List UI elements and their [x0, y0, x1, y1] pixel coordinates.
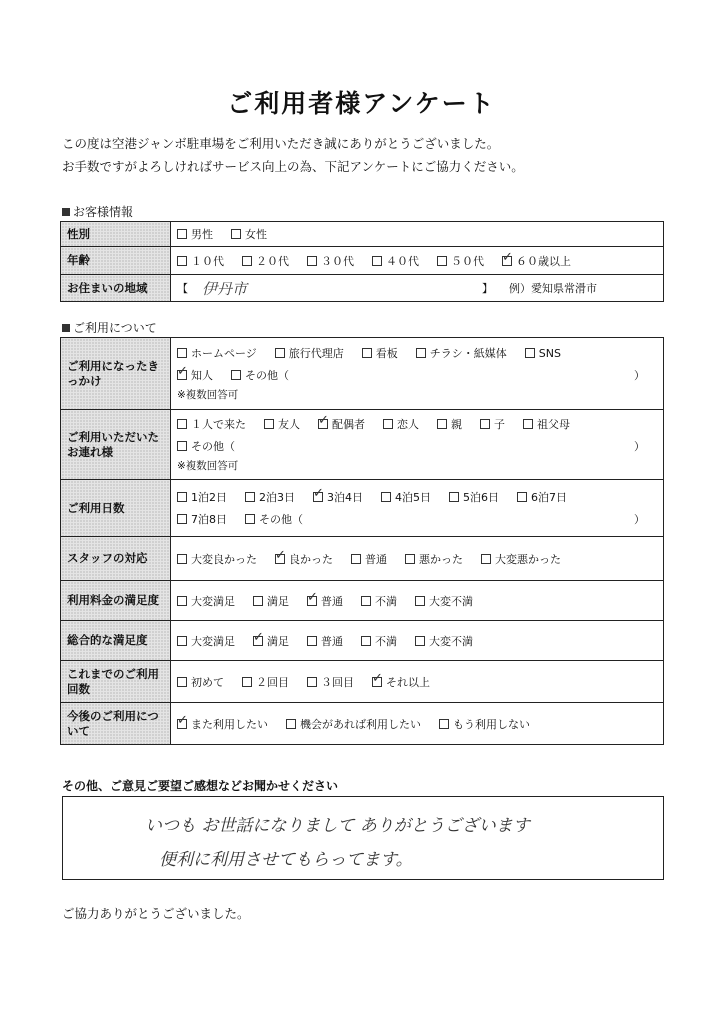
checkbox-option-label: 子: [494, 418, 505, 431]
checkbox-option[interactable]: [318, 416, 365, 432]
checked-checkbox-icon[interactable]: [177, 719, 187, 729]
times-label: これまでのご利用回数: [61, 661, 171, 703]
future-options: [171, 703, 664, 745]
area-example: 例）愛知県常滑市: [509, 282, 597, 295]
checkbox-icon[interactable]: [177, 677, 187, 687]
checkbox-option[interactable]: [361, 593, 397, 609]
companion-options: [177, 416, 663, 432]
companion-note: ※複数回答可: [177, 460, 239, 472]
checkbox-option[interactable]: [437, 253, 484, 269]
checkbox-option-label: 大変満足: [191, 594, 235, 608]
checkbox-option[interactable]: [177, 633, 235, 649]
checkbox-option[interactable]: [242, 674, 289, 690]
checkbox-icon[interactable]: [405, 554, 415, 564]
trigger-close: ）: [634, 369, 645, 382]
checked-checkbox-icon[interactable]: [318, 419, 328, 429]
checkbox-option-label: ２回目: [256, 675, 289, 689]
checkbox-icon[interactable]: [275, 348, 285, 358]
checkbox-icon[interactable]: [415, 596, 425, 606]
checkbox-option-label: 大変良かった: [191, 552, 257, 566]
checkbox-option-label: 大変満足: [191, 634, 235, 648]
checkbox-option-label: 良かった: [289, 552, 333, 566]
checkbox-option-label: 大変不満: [429, 634, 473, 648]
checkbox-option-label: 5泊6日: [463, 491, 499, 504]
checkbox-icon[interactable]: [177, 256, 187, 266]
checkbox-option[interactable]: [253, 633, 289, 649]
checkbox-option[interactable]: [416, 345, 507, 361]
checkbox-icon[interactable]: [286, 719, 296, 729]
checkbox-option-label: 満足: [267, 634, 289, 648]
checkbox-option[interactable]: [177, 511, 227, 527]
checkbox-icon[interactable]: [415, 636, 425, 646]
checked-checkbox-icon[interactable]: [313, 492, 323, 502]
checkbox-icon[interactable]: [449, 492, 459, 502]
checked-checkbox-icon[interactable]: [502, 256, 512, 266]
checkbox-option[interactable]: [480, 416, 505, 432]
overall-options: [171, 621, 664, 661]
checkbox-option[interactable]: [177, 253, 224, 269]
checkbox-option[interactable]: [231, 367, 289, 383]
checkbox-option[interactable]: [245, 511, 303, 527]
checkbox-icon[interactable]: [177, 492, 187, 502]
checkbox-option[interactable]: [307, 253, 354, 269]
checkbox-option-label: 配偶者: [332, 418, 365, 431]
checkbox-option-label: その他（: [245, 369, 289, 382]
checkbox-icon[interactable]: [253, 596, 263, 606]
companion-label: ご利用いただいたお連れ様: [61, 410, 171, 480]
checkbox-option-label: 看板: [375, 347, 398, 360]
checkbox-option[interactable]: [177, 367, 213, 383]
checkbox-option-label: 男性: [191, 228, 213, 241]
checkbox-option-label: 恋人: [397, 418, 419, 431]
area-close-bracket: 】: [482, 282, 493, 295]
checkbox-option-label: ２０代: [256, 254, 289, 268]
checkbox-option-label: １０代: [191, 254, 224, 268]
checkbox-option[interactable]: [381, 489, 431, 505]
checkbox-option-label: 旅行代理店: [288, 347, 344, 360]
checked-checkbox-icon[interactable]: [253, 636, 263, 646]
checkbox-option-label: 不満: [375, 634, 397, 648]
checkbox-option-label: ５０代: [451, 254, 484, 268]
checkbox-option[interactable]: [177, 674, 224, 690]
checkbox-option-label: 女性: [245, 228, 267, 241]
checkbox-option[interactable]: [437, 416, 462, 432]
checkbox-option-label: 友人: [278, 418, 300, 431]
checkbox-icon[interactable]: [517, 492, 527, 502]
checkbox-option[interactable]: [372, 253, 419, 269]
trigger-label: ご利用になったきっかけ: [61, 338, 171, 410]
age-label: 年齢: [61, 247, 171, 275]
checkbox-icon[interactable]: [242, 256, 252, 266]
checkbox-option[interactable]: [307, 593, 343, 609]
checkbox-icon[interactable]: [361, 596, 371, 606]
checkbox-option[interactable]: [517, 489, 567, 505]
times-options: [171, 661, 664, 703]
checkbox-option-label: 悪かった: [419, 552, 463, 566]
comment-box[interactable]: [62, 796, 664, 880]
checkbox-icon[interactable]: [177, 554, 187, 564]
checkbox-icon[interactable]: [416, 348, 426, 358]
checkbox-option-label: ３回目: [321, 675, 354, 689]
checkbox-option[interactable]: [313, 489, 363, 505]
checkbox-option-label: 普通: [321, 634, 343, 648]
checkbox-option-label: 親: [451, 418, 462, 431]
checkbox-option-label: 祖父母: [537, 418, 570, 431]
checkbox-icon[interactable]: [177, 514, 187, 524]
companion-close: ）: [634, 440, 645, 453]
checkbox-option-label: 不満: [375, 594, 397, 608]
comment-heading: その他、ご意見ご要望ご感想などお聞かせください: [62, 779, 339, 793]
area-label: お住まいの地域: [61, 275, 171, 302]
checkbox-icon[interactable]: [383, 419, 393, 429]
checkbox-icon[interactable]: [231, 370, 241, 380]
customer-section-heading: お客様情報: [62, 203, 133, 220]
checkbox-option[interactable]: [177, 345, 257, 361]
checkbox-option-label: その他（: [191, 440, 235, 453]
checkbox-option[interactable]: [449, 489, 499, 505]
checkbox-icon[interactable]: [307, 636, 317, 646]
intro-line-2: お手数ですがよろしければサービス向上の為、下記アンケートにご協力ください。: [62, 159, 524, 174]
checkbox-option-label: チラシ・紙媒体: [429, 347, 507, 360]
checkbox-option[interactable]: [242, 253, 289, 269]
checkbox-option-label: 大変悪かった: [495, 552, 561, 566]
checkbox-option-label: 満足: [267, 594, 289, 608]
checkbox-icon[interactable]: [264, 419, 274, 429]
checkbox-option-label: 機会があれば利用したい: [300, 717, 421, 731]
checkbox-option[interactable]: [253, 593, 289, 609]
square-bullet-icon: [62, 324, 70, 332]
checkbox-icon[interactable]: [523, 419, 533, 429]
checkbox-option[interactable]: [351, 551, 387, 567]
checkbox-icon[interactable]: [437, 419, 447, 429]
checkbox-icon[interactable]: [480, 419, 490, 429]
intro-line-1: この度は空港ジャンボ駐車場をご利用いただき誠にありがとうございました。: [62, 136, 500, 151]
checkbox-icon[interactable]: [177, 636, 187, 646]
checkbox-icon[interactable]: [437, 256, 447, 266]
checkbox-option-label: SNS: [538, 346, 561, 360]
checkbox-option[interactable]: [307, 674, 354, 690]
days-options-2: [177, 511, 321, 527]
checkbox-option[interactable]: [307, 633, 343, 649]
age-options: [171, 247, 664, 275]
checkbox-option-label: 初めて: [191, 675, 224, 689]
checkbox-option-label: 知人: [191, 369, 213, 382]
checkbox-option[interactable]: [525, 347, 561, 360]
checkbox-option-label: ６０歳以上: [516, 254, 571, 268]
checkbox-option[interactable]: [286, 716, 421, 732]
checkbox-option[interactable]: [177, 716, 268, 732]
checkbox-icon[interactable]: [372, 256, 382, 266]
days-label: ご利用日数: [61, 480, 171, 537]
overall-label: 総合的な満足度: [61, 621, 171, 661]
checkbox-option-label: ３０代: [321, 254, 354, 268]
checkbox-option-label: 3泊4日: [327, 491, 363, 504]
checkbox-option[interactable]: [264, 416, 300, 432]
checkbox-option[interactable]: [177, 416, 246, 432]
checkbox-option[interactable]: [177, 489, 227, 505]
comment-line-2: 便利に利用させてもらってます。: [159, 850, 413, 870]
thanks-message: ご協力ありがとうございました。: [62, 906, 250, 921]
gender-options: [171, 222, 664, 247]
checkbox-icon[interactable]: [362, 348, 372, 358]
trigger-options-2: [177, 367, 307, 383]
checkbox-option-label: ４０代: [386, 254, 419, 268]
checkbox-option-label: 2泊3日: [259, 491, 295, 504]
square-bullet-icon: [62, 208, 70, 216]
checkbox-icon[interactable]: [381, 492, 391, 502]
future-label: 今後のご利用について: [61, 703, 171, 745]
checkbox-option-label: 7泊8日: [191, 513, 227, 526]
checked-checkbox-icon[interactable]: [372, 677, 382, 687]
staff-options: [171, 537, 664, 581]
checkbox-option[interactable]: [439, 716, 530, 732]
checkbox-option[interactable]: [362, 345, 398, 361]
checkbox-icon[interactable]: [307, 677, 317, 687]
checkbox-option-label: 1泊2日: [191, 491, 227, 504]
checkbox-option-label: 4泊5日: [395, 491, 431, 504]
companion-options-2: [177, 438, 253, 454]
checkbox-option[interactable]: [177, 438, 235, 454]
trigger-note: ※複数回答可: [177, 389, 239, 401]
checkbox-option[interactable]: [481, 551, 561, 567]
checkbox-option-label: ホームページ: [191, 347, 257, 360]
checkbox-icon[interactable]: [177, 229, 187, 239]
checkbox-icon[interactable]: [177, 419, 187, 429]
checked-checkbox-icon[interactable]: [177, 370, 187, 380]
checkbox-option-label: 大変不満: [429, 594, 473, 608]
checked-checkbox-icon[interactable]: [307, 596, 317, 606]
fee-options: [171, 581, 664, 621]
days-options: [177, 489, 663, 505]
fee-label: 利用料金の満足度: [61, 581, 171, 621]
usage-section-heading: ご利用について: [62, 319, 157, 336]
checkbox-option[interactable]: [523, 416, 570, 432]
checkbox-icon[interactable]: [481, 554, 491, 564]
checkbox-option[interactable]: [245, 489, 295, 505]
gender-label: 性別: [61, 222, 171, 247]
checkbox-option-label: １人で来た: [191, 418, 246, 431]
checkbox-option[interactable]: [415, 633, 473, 649]
customer-info-table: [60, 221, 664, 302]
checkbox-icon[interactable]: [525, 348, 535, 358]
checkbox-option[interactable]: [177, 226, 213, 242]
checkbox-icon[interactable]: [361, 636, 371, 646]
comment-line-1: いつも お世話になりまして ありがとうございます: [145, 816, 530, 836]
checkbox-option-label: また利用したい: [191, 717, 268, 731]
checkbox-icon[interactable]: [439, 719, 449, 729]
checkbox-icon[interactable]: [177, 596, 187, 606]
checkbox-icon[interactable]: [245, 492, 255, 502]
checkbox-option-label: もう利用しない: [453, 717, 530, 731]
checkbox-option[interactable]: [415, 593, 473, 609]
checkbox-option[interactable]: [372, 674, 430, 690]
checkbox-option[interactable]: [275, 345, 344, 361]
checkbox-icon[interactable]: [231, 229, 241, 239]
checkbox-option[interactable]: [275, 551, 333, 567]
checkbox-option[interactable]: [361, 633, 397, 649]
checkbox-option[interactable]: [231, 226, 267, 242]
checkbox-option-label: それ以上: [386, 675, 430, 689]
days-close: ）: [634, 513, 645, 526]
checkbox-option-label: 普通: [365, 552, 387, 566]
area-value[interactable]: 伊丹市: [202, 279, 248, 298]
checkbox-option-label: その他（: [259, 513, 303, 526]
usage-table: [60, 337, 664, 745]
checkbox-option-label: 6泊7日: [531, 491, 567, 504]
checkbox-icon[interactable]: [351, 554, 361, 564]
checkbox-option[interactable]: [177, 551, 257, 567]
area-open-bracket: 【: [177, 282, 188, 295]
checkbox-icon[interactable]: [177, 348, 187, 358]
page-title: ご利用者様アンケート: [227, 89, 496, 118]
checkbox-icon[interactable]: [245, 514, 255, 524]
checkbox-option-label: 普通: [321, 594, 343, 608]
staff-label: スタッフの対応: [61, 537, 171, 581]
checkbox-option[interactable]: [177, 593, 235, 609]
checked-checkbox-icon[interactable]: [275, 554, 285, 564]
checkbox-option[interactable]: [383, 416, 419, 432]
checkbox-icon[interactable]: [177, 441, 187, 451]
checkbox-option[interactable]: [405, 551, 463, 567]
checkbox-icon[interactable]: [307, 256, 317, 266]
checkbox-icon[interactable]: [242, 677, 252, 687]
checkbox-option[interactable]: [502, 253, 571, 269]
trigger-options: [177, 345, 663, 361]
